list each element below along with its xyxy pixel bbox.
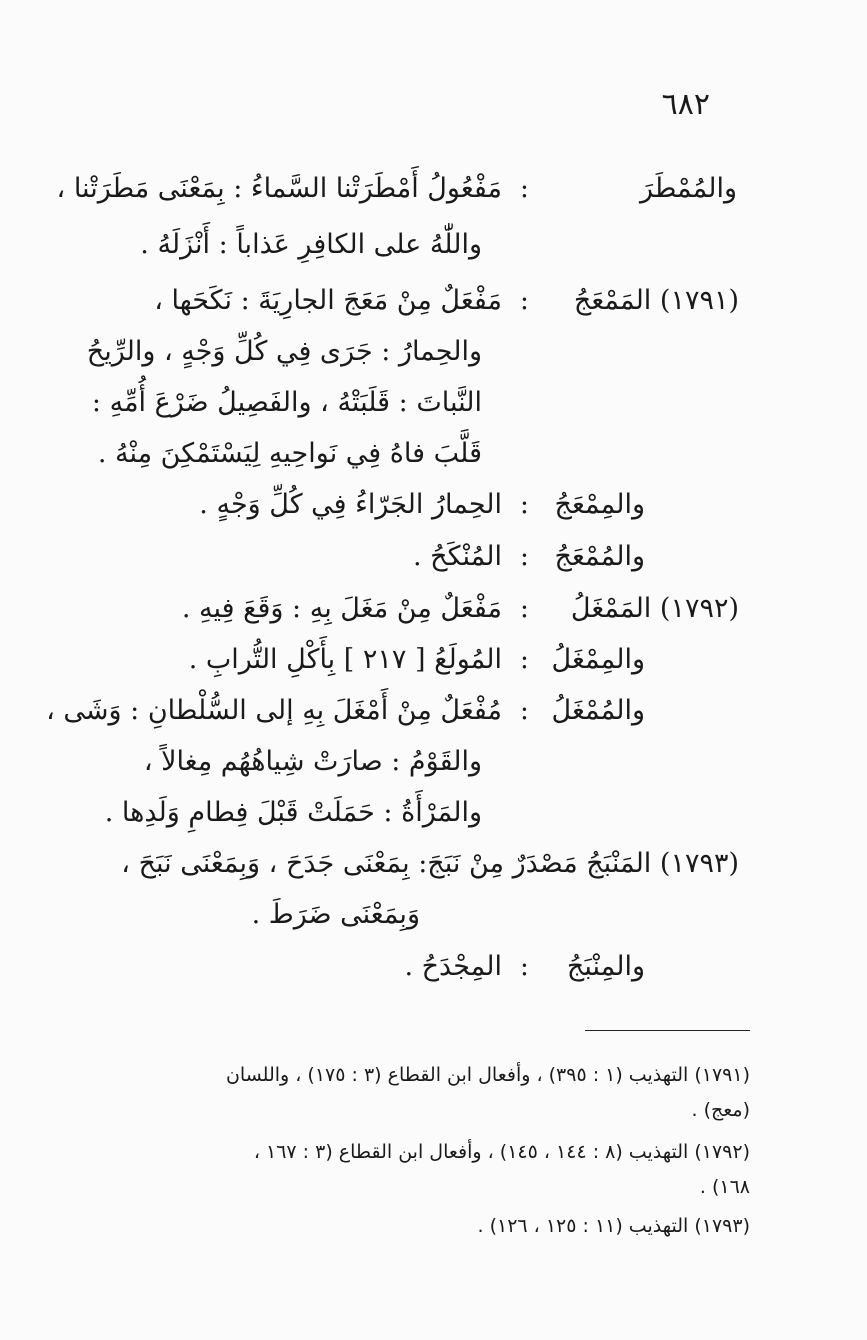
entry-headword: والمِمْغَلُ bbox=[551, 644, 645, 675]
entry-headword: والمِمْعَجُ bbox=[554, 489, 645, 520]
separator-colon: : bbox=[519, 951, 529, 982]
entry-definition: مَفْعَلٌ مِنْ مَعَجَ الجارِيَةَ : نَكَحَها ، bbox=[154, 285, 502, 316]
definition-continuation: واللّٰهُ على الكافِرِ عَذاباً : أَنْزَلَهُ . bbox=[140, 229, 482, 260]
definition-continuation: وَبِمَعْنَى ضَرَطَ . bbox=[251, 899, 420, 930]
entry-definition: المُنْكَحُ . bbox=[413, 541, 502, 572]
entry-headword: والمِنْبَجُ bbox=[566, 951, 645, 982]
entry-definition: مَفْعُولُ أَمْطَرَتْنا السَّماءُ : بِمَعْنَى مَطَرَتْنا ، bbox=[56, 173, 502, 204]
entry-headword: والمُمْطَرَ bbox=[639, 173, 737, 204]
page-number: ٦٨٢ bbox=[661, 87, 710, 122]
definition-continuation: قَلَّبَ فاهُ فِي نَواحِيهِ لِيَسْتَمْكِنَ مِنْهُ . bbox=[97, 438, 482, 469]
entry-definition: المِجْدَحُ . bbox=[404, 951, 502, 982]
footnote-2-continuation: ١٦٨) . bbox=[699, 1176, 750, 1198]
separator-colon: : bbox=[519, 489, 529, 520]
entry-headword-full-line: (١٧٩٣) المَنْبَجُ مَصْدَرٌ مِنْ نَبَجَ: بِمَعْنَى جَدَحَ ، وَبِمَعْنَى نَبَحَ ، bbox=[121, 848, 739, 879]
separator-colon: : bbox=[519, 695, 529, 726]
entry-definition: مُفْعَلٌ مِنْ أَمْغَلَ بِهِ إلى السُّلْطانِ : وَشَى ، bbox=[46, 695, 502, 726]
separator-colon: : bbox=[519, 593, 529, 624]
footnote-3: (١٧٩٣) التهذيب (١١ : ١٢٥ ، ١٢٦) . bbox=[477, 1215, 750, 1237]
entry-headword: والمُمْعَجُ bbox=[554, 541, 645, 572]
footnote-divider bbox=[585, 1030, 750, 1031]
separator-colon: : bbox=[519, 285, 529, 316]
entry-headword: (١٧٩١) المَمْعَجُ bbox=[573, 285, 739, 316]
separator-colon: : bbox=[519, 644, 529, 675]
footnote-1: (١٧٩١) التهذيب (١ : ٣٩٥) ، وأفعال ابن القطاع (٣ : ١٧٥) ، واللسان bbox=[225, 1064, 750, 1086]
entry-headword: (١٧٩٢) المَمْغَلُ bbox=[570, 593, 739, 624]
entry-definition: مَفْعَلٌ مِنْ مَغَلَ بِهِ : وَقَعَ فِيهِ . bbox=[181, 593, 502, 624]
footnote-1-continuation: (معج) . bbox=[691, 1099, 750, 1121]
footnote-2: (١٧٩٢) التهذيب (٨ : ١٤٤ ، ١٤٥) ، وأفعال ابن القطاع (٣ : ١٦٧ ، bbox=[253, 1141, 750, 1163]
separator-colon: : bbox=[519, 541, 529, 572]
definition-continuation: والمَرْأَةُ : حَمَلَتْ قَبْلَ فِطامِ وَلَدِها . bbox=[104, 797, 482, 828]
entry-headword: والمُمْغَلُ bbox=[551, 695, 645, 726]
definition-continuation: والحِمارُ : جَرَى فِي كُلِّ وَجْهٍ ، والرِّيحُ bbox=[86, 336, 482, 367]
separator-colon: : bbox=[519, 173, 529, 204]
entry-definition: المُولَعُ [ ٢١٧ ] بِأَكْلِ التُّرابِ . bbox=[188, 644, 502, 675]
definition-continuation: النَّباتَ : قَلَبَتْهُ ، والفَصِيلُ ضَرْعَ أُمِّهِ : bbox=[91, 387, 482, 418]
entry-definition: الحِمارُ الجَرّاءُ فِي كُلِّ وَجْهٍ . bbox=[199, 489, 502, 520]
definition-continuation: والقَوْمُ : صارَتْ شِياهُهُم مِغالاً ، bbox=[143, 746, 482, 777]
